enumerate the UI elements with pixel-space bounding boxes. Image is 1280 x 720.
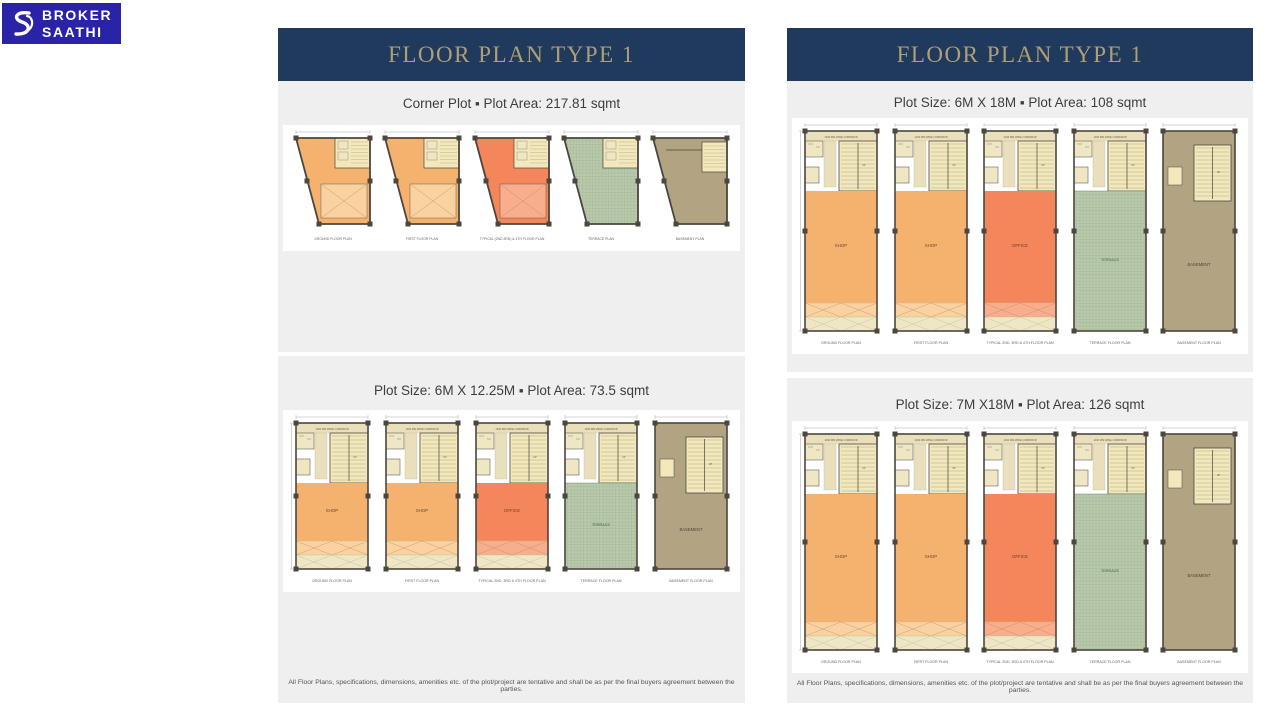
floor-plan-office (977, 121, 1063, 347)
floor-plan-basement (648, 413, 734, 585)
svg-text:TERRACE: TERRACE (592, 523, 611, 527)
svg-text:TERRACE FLOOR PLAN: TERRACE FLOOR PLAN (580, 579, 622, 583)
svg-text:GROUND FLOOR PLAN: GROUND FLOOR PLAN (821, 341, 861, 345)
plan-row (283, 410, 740, 592)
svg-text:SHOP: SHOP (834, 554, 848, 559)
svg-text:TERRACE: TERRACE (1100, 258, 1119, 262)
svg-text:FIRST FLOOR PLAN: FIRST FLOOR PLAN (404, 579, 439, 583)
svg-text:SHOP: SHOP (325, 508, 339, 513)
floor-plan-shop (798, 424, 884, 666)
floor-plan-basement (646, 128, 734, 244)
floor-plan-shop (888, 121, 974, 347)
floor-plan-shop (289, 128, 377, 244)
svg-text:1040 MM WIDE CORRIDOR: 1040 MM WIDE CORRIDOR (494, 428, 529, 431)
svg-text:TERRACE PLAN: TERRACE PLAN (587, 237, 614, 241)
svg-text:UP: UP (951, 467, 956, 470)
svg-text:1040 MM WIDE CORRIDOR: 1040 MM WIDE CORRIDOR (824, 136, 858, 139)
svg-text:SHOP: SHOP (834, 243, 848, 248)
broker-saathi-logo[interactable] (2, 3, 121, 44)
svg-text:UP: UP (1216, 474, 1221, 477)
floor-plan-shop (798, 121, 884, 347)
svg-text:1040 MM WIDE CORRIDOR: 1040 MM WIDE CORRIDOR (1003, 439, 1037, 442)
svg-text:UP: UP (951, 164, 956, 167)
svg-text:BASEMENT: BASEMENT (1187, 573, 1211, 578)
svg-text:1040 MM WIDE CORRIDOR: 1040 MM WIDE CORRIDOR (584, 428, 618, 431)
section-subtitle: Plot Size: 7M X18M ▪ Plot Area: 126 sqmt (895, 397, 1145, 412)
svg-text:TERRACE FLOOR PLAN: TERRACE FLOOR PLAN (1089, 660, 1130, 664)
svg-text:TYPICAL 2ND, 3RD & 4TH FLOOR P: TYPICAL 2ND, 3RD & 4TH FLOOR PLAN (986, 341, 1054, 345)
svg-text:1040 MM WIDE CORRIDOR: 1040 MM WIDE CORRIDOR (1092, 439, 1127, 442)
svg-text:1040 MM WIDE CORRIDOR: 1040 MM WIDE CORRIDOR (1092, 136, 1127, 139)
svg-text:UP: UP (622, 456, 626, 459)
svg-text:UP: UP (1041, 467, 1045, 470)
svg-text:FIRST FLOOR PLAN: FIRST FLOOR PLAN (406, 237, 439, 241)
plan-section-6x18 (787, 81, 1253, 372)
plan-row (792, 118, 1248, 354)
svg-text:GROUND FLOOR PLAN: GROUND FLOOR PLAN (821, 660, 861, 664)
floor-plan-basement (1156, 424, 1242, 666)
floor-plan-shop (379, 413, 465, 585)
svg-text:1040 MM WIDE CORRIDOR: 1040 MM WIDE CORRIDOR (913, 136, 948, 139)
svg-text:TERRACE FLOOR PLAN: TERRACE FLOOR PLAN (1089, 341, 1130, 345)
floor-plan-terrace (558, 413, 644, 585)
svg-text:UP: UP (1216, 171, 1221, 174)
svg-text:OFFICE: OFFICE (1011, 554, 1029, 559)
panel-header-right (787, 28, 1253, 81)
floor-plan-office (468, 128, 556, 244)
svg-text:BASEMENT FLOOR PLAN: BASEMENT FLOOR PLAN (1177, 341, 1221, 345)
svg-text:UP: UP (353, 456, 357, 459)
broker-saathi-monogram-icon (5, 7, 39, 41)
logo-text (42, 7, 112, 39)
floor-plan-image (792, 421, 1248, 673)
panel-title: FLOOR PLAN TYPE 1 (388, 41, 635, 67)
svg-text:UP: UP (862, 467, 866, 470)
floor-plan-basement (1156, 121, 1242, 347)
svg-text:1040 MM WIDE CORRIDOR: 1040 MM WIDE CORRIDOR (1003, 136, 1037, 139)
svg-text:GROUND FLOOR PLAN: GROUND FLOOR PLAN (314, 237, 352, 241)
plan-section-corner-plot (278, 81, 745, 352)
svg-text:1040 MM WIDE CORRIDOR: 1040 MM WIDE CORRIDOR (824, 439, 858, 442)
floor-plan-image (283, 410, 740, 592)
panel-header-left (278, 28, 745, 81)
svg-text:TERRACE: TERRACE (1100, 569, 1119, 573)
svg-text:1040 MM WIDE CORRIDOR: 1040 MM WIDE CORRIDOR (405, 428, 439, 431)
floor-plan-shop (888, 424, 974, 666)
svg-text:FIRST FLOOR PLAN: FIRST FLOOR PLAN (913, 341, 948, 345)
floor-plan-panel-left (278, 28, 745, 703)
floor-plan-office (469, 413, 555, 585)
floor-plan-office (977, 424, 1063, 666)
svg-text:BASEMENT FLOOR PLAN: BASEMENT FLOOR PLAN (1177, 660, 1221, 664)
svg-text:FIRST FLOOR PLAN: FIRST FLOOR PLAN (913, 660, 948, 664)
svg-text:BASEMENT FLOOR PLAN: BASEMENT FLOOR PLAN (669, 579, 713, 583)
section-subtitle: Corner Plot ▪ Plot Area: 217.81 sqmt (402, 96, 621, 111)
floor-plan-shop (289, 413, 375, 585)
disclaimer-text: All Floor Plans, specifications, dimensions, amenities etc. of the plot/project are tentative and shall be as per the final buyers agreement between the parties. (288, 679, 735, 693)
floor-plan-image (283, 125, 740, 251)
floor-plan-terrace (1067, 424, 1153, 666)
floor-plan-panel-right (787, 28, 1253, 703)
plan-row (792, 421, 1248, 673)
plan-section-6x12 (278, 356, 745, 703)
svg-text:UP: UP (708, 463, 713, 466)
floor-plan-terrace (557, 128, 645, 244)
svg-text:BASEMENT: BASEMENT (1187, 262, 1211, 267)
svg-text:SHOP: SHOP (415, 508, 428, 513)
svg-text:OFFICE: OFFICE (503, 508, 520, 513)
plan-section-7x18 (787, 378, 1253, 703)
svg-text:BASEMENT: BASEMENT (679, 527, 703, 532)
logo-line2: SAATHI (42, 23, 103, 40)
svg-text:SHOP: SHOP (924, 243, 937, 248)
svg-text:UP: UP (1130, 467, 1135, 470)
floor-plan-image (792, 118, 1248, 354)
svg-text:UP: UP (1130, 164, 1135, 167)
section-subtitle: Plot Size: 6M X 12.25M ▪ Plot Area: 73.5 sqmt (374, 383, 649, 398)
svg-text:TYPICAL (2ND,3RD) & 4TH FLOOR: TYPICAL (2ND,3RD) & 4TH FLOOR PLAN (479, 237, 544, 241)
svg-text:SHOP: SHOP (924, 554, 937, 559)
svg-text:UP: UP (862, 164, 866, 167)
svg-text:GROUND FLOOR PLAN: GROUND FLOOR PLAN (312, 579, 352, 583)
panel-title: FLOOR PLAN TYPE 1 (896, 41, 1144, 67)
svg-text:TYPICAL 2ND, 3RD & 4TH FLOOR P: TYPICAL 2ND, 3RD & 4TH FLOOR PLAN (477, 579, 546, 583)
floor-plan-shop (378, 128, 466, 244)
disclaimer-text: All Floor Plans, specifications, dimensions, amenities etc. of the plot/project are tentative and shall be as per the final buyers agreement between the parties. (796, 680, 1244, 694)
svg-text:UP: UP (532, 456, 537, 459)
section-subtitle: Plot Size: 6M X 18M ▪ Plot Area: 108 sqmt (893, 95, 1147, 110)
logo-line1: BROKER (42, 7, 113, 24)
svg-text:TYPICAL 2ND, 3RD & 4TH FLOOR P: TYPICAL 2ND, 3RD & 4TH FLOOR PLAN (986, 660, 1054, 664)
floor-plan-terrace (1067, 121, 1153, 347)
svg-text:UP: UP (443, 456, 447, 459)
svg-text:UP: UP (1041, 164, 1045, 167)
svg-text:1040 MM WIDE CORRIDOR: 1040 MM WIDE CORRIDOR (315, 428, 349, 431)
plan-row (283, 125, 740, 251)
svg-text:1040 MM WIDE CORRIDOR: 1040 MM WIDE CORRIDOR (913, 439, 948, 442)
svg-text:BASEMENT PLAN: BASEMENT PLAN (675, 237, 705, 241)
svg-text:OFFICE: OFFICE (1011, 243, 1029, 248)
